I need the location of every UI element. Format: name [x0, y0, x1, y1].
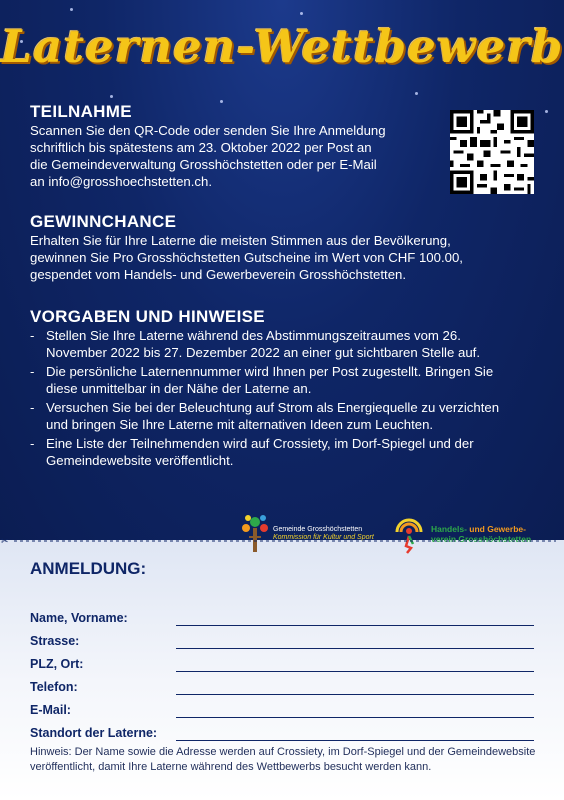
- poster-title: Laternen-Wettbewerb: [0, 20, 564, 73]
- scissors-icon: ✂: [1, 538, 9, 544]
- write-line[interactable]: [176, 648, 534, 649]
- star: [545, 110, 548, 113]
- gemeinde-logo: [240, 514, 374, 554]
- star: [70, 8, 73, 11]
- gewinnchance-line: gespendet vom Handels- und Gewerbeverein Grosshöchstetten.: [30, 267, 407, 282]
- anmeldung-heading: ANMELDUNG:: [30, 559, 147, 578]
- handelsverein-icon: [393, 514, 425, 554]
- handelsverein-logo: [393, 514, 531, 554]
- field-standort[interactable]: [30, 726, 534, 742]
- gewinnchance-heading: GEWINNCHANCE: [30, 212, 177, 231]
- field-email[interactable]: [30, 703, 534, 719]
- write-line[interactable]: [176, 717, 534, 718]
- teilnahme-line: Scannen Sie den QR-Code oder senden Sie Ihre Anmeldung: [30, 123, 386, 138]
- teilnahme-line: schriftlich bis spätestens am 23. Oktober 2022 per Post an: [30, 140, 372, 155]
- gemeinde-commission: Kommission für Kultur und Sport: [273, 534, 374, 541]
- list-item: - Stellen Sie Ihre Laterne während des Abstimmungszeitraumes vom 26. November 2022 bis 27. Dezember 2022 an einer gut sichtbaren Stelle auf.: [30, 327, 520, 361]
- list-item: - Eine Liste der Teilnehmenden wird auf Crossiety, im Dorf-Spiegel und der Gemeindewebsite veröffentlicht.: [30, 435, 520, 469]
- section-teilnahme: [30, 102, 450, 190]
- field-label: Standort der Laterne:: [30, 726, 158, 740]
- vorgaben-heading: VORGABEN UND HINWEISE: [30, 307, 265, 326]
- field-strasse[interactable]: [30, 634, 534, 650]
- field-label: Strasse:: [30, 634, 80, 648]
- cut-line: [0, 538, 564, 544]
- write-line[interactable]: [176, 694, 534, 695]
- hinweis-text: Hinweis: Der Name sowie die Adresse werden auf Crossiety, im Dorf-Spiegel und der Gemeindewebsite veröffentlicht, damit Ihre Laterne während des Wettbewerbs besucht werden kann.: [30, 746, 536, 773]
- field-label: Name, Vorname:: [30, 611, 128, 625]
- vorgaben-list: [30, 327, 520, 469]
- handel-name-c: verein Grosshöchstetten: [431, 534, 532, 544]
- qr-code-graphic: [450, 110, 534, 194]
- list-item: - Versuchen Sie bei der Beleuchtung auf Strom als Energiequelle zu verzichten und bringen Sie Ihre Laterne mit alternativen Ideen zum Leuchten.: [30, 399, 520, 433]
- field-telefon[interactable]: [30, 680, 534, 696]
- star: [110, 95, 113, 98]
- field-label: E-Mail:: [30, 703, 71, 717]
- write-line[interactable]: [176, 740, 534, 741]
- section-vorgaben: [30, 307, 520, 471]
- teilnahme-heading: TEILNAHME: [30, 102, 132, 121]
- gewinnchance-line: Erhalten Sie für Ihre Laterne die meisten Stimmen aus der Bevölkerung,: [30, 233, 451, 248]
- write-line[interactable]: [176, 671, 534, 672]
- qr-code[interactable]: [450, 110, 534, 194]
- gemeinde-name: Gemeinde Grosshöchstetten: [273, 526, 363, 533]
- tree-people-icon: [240, 514, 270, 554]
- field-label: PLZ, Ort:: [30, 657, 84, 671]
- gewinnchance-line: gewinnen Sie Pro Grosshöchstetten Gutscheine im Wert von CHF 100.00,: [30, 250, 463, 265]
- write-line[interactable]: [176, 625, 534, 626]
- field-name[interactable]: [30, 611, 534, 627]
- handel-name-a: Handels-: [431, 524, 467, 534]
- field-label: Telefon:: [30, 680, 78, 694]
- teilnahme-line: die Gemeindeverwaltung Grosshöchstetten oder per E-Mail: [30, 157, 377, 172]
- section-gewinnchance: [30, 212, 540, 283]
- star: [300, 12, 303, 15]
- teilnahme-line: an info@grosshoechstetten.ch.: [30, 174, 213, 189]
- handel-name-b: und Gewerbe-: [469, 524, 526, 534]
- list-item: - Die persönliche Laternennummer wird Ihnen per Post zugestellt. Bringen Sie diese unmittelbar in der Nähe der Laterne an.: [30, 363, 520, 397]
- field-plz-ort[interactable]: [30, 657, 534, 673]
- star: [415, 92, 418, 95]
